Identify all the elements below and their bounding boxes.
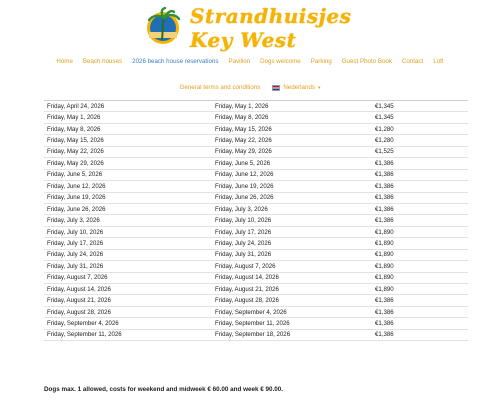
price-cell: €1,280 bbox=[372, 123, 468, 134]
table-row bbox=[44, 284, 468, 295]
departure-date-cell: Friday, May 8, 2026 bbox=[212, 112, 372, 123]
price-cell: €1,890 bbox=[372, 226, 468, 237]
table-row bbox=[44, 123, 468, 134]
arrival-date-cell: Friday, July 24, 2026 bbox=[44, 249, 212, 260]
price-cell: €1,386 bbox=[372, 215, 468, 226]
site-header bbox=[0, 0, 500, 100]
price-cell: €1,890 bbox=[372, 272, 468, 283]
table-row bbox=[44, 226, 468, 237]
price-cell: €1,386 bbox=[372, 203, 468, 214]
palm-tree-logo-icon bbox=[140, 6, 186, 50]
departure-date-cell: Friday, June 5, 2026 bbox=[212, 158, 372, 169]
main-nav bbox=[0, 58, 500, 65]
price-cell: €1,280 bbox=[372, 135, 468, 146]
price-cell: €1,890 bbox=[372, 261, 468, 272]
departure-date-cell: Friday, July 10, 2026 bbox=[212, 215, 372, 226]
language-switcher[interactable] bbox=[266, 84, 326, 91]
departure-date-cell: Friday, May 29, 2026 bbox=[212, 146, 372, 157]
table-row bbox=[44, 135, 468, 146]
nav-general-terms[interactable]: General terms and conditions bbox=[179, 84, 261, 91]
arrival-date-cell: Friday, June 26, 2026 bbox=[44, 203, 212, 214]
price-cell: €1,386 bbox=[372, 192, 468, 203]
table-row bbox=[44, 146, 468, 157]
arrival-date-cell: Friday, June 19, 2026 bbox=[44, 192, 212, 203]
arrival-date-cell: Friday, May 22, 2026 bbox=[44, 146, 212, 157]
table-row bbox=[44, 158, 468, 169]
table-row bbox=[44, 238, 468, 249]
nav-beach-houses[interactable]: Beach houses bbox=[82, 58, 123, 65]
nav-loft[interactable]: Loft bbox=[433, 58, 444, 65]
price-cell: €1,890 bbox=[372, 238, 468, 249]
dogs-note: Dogs max. 1 allowed, costs for weekend and midweek € 60.00 and week € 90.00. bbox=[44, 386, 284, 393]
table-row bbox=[44, 215, 468, 226]
table-row bbox=[44, 318, 468, 329]
departure-date-cell: Friday, August 14, 2026 bbox=[212, 272, 372, 283]
departure-date-cell: Friday, September 4, 2026 bbox=[212, 306, 372, 317]
dutch-flag-icon bbox=[272, 85, 280, 91]
table-row bbox=[44, 181, 468, 192]
departure-date-cell: Friday, September 11, 2026 bbox=[212, 318, 372, 329]
arrival-date-cell: Friday, July 17, 2026 bbox=[44, 238, 212, 249]
arrival-date-cell: Friday, May 8, 2026 bbox=[44, 123, 212, 134]
price-cell: €1,386 bbox=[372, 181, 468, 192]
rates-table-container bbox=[44, 100, 468, 341]
table-row bbox=[44, 101, 468, 112]
secondary-nav bbox=[0, 84, 500, 91]
arrival-date-cell: Friday, June 5, 2026 bbox=[44, 169, 212, 180]
departure-date-cell: Friday, July 17, 2026 bbox=[212, 226, 372, 237]
departure-date-cell: Friday, September 18, 2026 bbox=[212, 329, 372, 340]
chevron-down-icon: ▾ bbox=[317, 84, 321, 91]
price-cell: €1,890 bbox=[372, 249, 468, 260]
price-cell: €1,890 bbox=[372, 284, 468, 295]
price-cell: €1,386 bbox=[372, 329, 468, 340]
table-row bbox=[44, 249, 468, 260]
nav-pavilion[interactable]: Pavilion bbox=[228, 58, 251, 65]
departure-date-cell: Friday, May 1, 2026 bbox=[212, 101, 372, 112]
table-row bbox=[44, 112, 468, 123]
arrival-date-cell: Friday, August 28, 2026 bbox=[44, 306, 212, 317]
nav-guest-photo-book[interactable]: Guest Photo Book bbox=[341, 58, 392, 65]
nav-home[interactable]: Home bbox=[56, 58, 73, 65]
departure-date-cell: Friday, June 26, 2026 bbox=[212, 192, 372, 203]
departure-date-cell: Friday, July 24, 2026 bbox=[212, 238, 372, 249]
arrival-date-cell: Friday, July 31, 2026 bbox=[44, 261, 212, 272]
departure-date-cell: Friday, May 22, 2026 bbox=[212, 135, 372, 146]
departure-date-cell: Friday, July 31, 2026 bbox=[212, 249, 372, 260]
rates-table bbox=[44, 100, 468, 341]
price-cell: €1,386 bbox=[372, 295, 468, 306]
departure-date-cell: Friday, July 3, 2026 bbox=[212, 203, 372, 214]
departure-date-cell: Friday, August 28, 2026 bbox=[212, 295, 372, 306]
language-label: Nederlands bbox=[283, 84, 315, 91]
arrival-date-cell: Friday, May 29, 2026 bbox=[44, 158, 212, 169]
site-logo[interactable] bbox=[140, 6, 370, 50]
table-row bbox=[44, 203, 468, 214]
nav-dogs-welcome[interactable]: Dogs welcome bbox=[260, 58, 301, 65]
price-cell: €1,345 bbox=[372, 112, 468, 123]
arrival-date-cell: Friday, May 15, 2026 bbox=[44, 135, 212, 146]
table-row bbox=[44, 272, 468, 283]
nav-parking[interactable]: Parking bbox=[310, 58, 332, 65]
logo-text: Strandhuisjes Key West bbox=[190, 4, 352, 52]
price-cell: €1,345 bbox=[372, 101, 468, 112]
arrival-date-cell: Friday, August 14, 2026 bbox=[44, 284, 212, 295]
table-row bbox=[44, 329, 468, 340]
table-row bbox=[44, 192, 468, 203]
departure-date-cell: Friday, August 21, 2026 bbox=[212, 284, 372, 295]
nav-contact[interactable]: Contact bbox=[401, 58, 424, 65]
arrival-date-cell: Friday, July 3, 2026 bbox=[44, 215, 212, 226]
price-cell: €1,386 bbox=[372, 158, 468, 169]
arrival-date-cell: Friday, September 11, 2026 bbox=[44, 329, 212, 340]
table-row bbox=[44, 261, 468, 272]
price-cell: €1,386 bbox=[372, 169, 468, 180]
departure-date-cell: Friday, May 15, 2026 bbox=[212, 123, 372, 134]
departure-date-cell: Friday, June 19, 2026 bbox=[212, 181, 372, 192]
departure-date-cell: Friday, August 7, 2026 bbox=[212, 261, 372, 272]
arrival-date-cell: Friday, August 7, 2026 bbox=[44, 272, 212, 283]
departure-date-cell: Friday, June 12, 2026 bbox=[212, 169, 372, 180]
arrival-date-cell: Friday, May 1, 2026 bbox=[44, 112, 212, 123]
price-cell: €1,525 bbox=[372, 146, 468, 157]
price-cell: €1,386 bbox=[372, 318, 468, 329]
table-row bbox=[44, 306, 468, 317]
price-cell: €1,386 bbox=[372, 306, 468, 317]
arrival-date-cell: Friday, June 12, 2026 bbox=[44, 181, 212, 192]
arrival-date-cell: Friday, August 21, 2026 bbox=[44, 295, 212, 306]
arrival-date-cell: Friday, September 4, 2026 bbox=[44, 318, 212, 329]
nav-reservations[interactable]: 2026 beach house reservations bbox=[132, 58, 219, 65]
arrival-date-cell: Friday, April 24, 2026 bbox=[44, 101, 212, 112]
arrival-date-cell: Friday, July 10, 2026 bbox=[44, 226, 212, 237]
table-row bbox=[44, 295, 468, 306]
table-row bbox=[44, 169, 468, 180]
